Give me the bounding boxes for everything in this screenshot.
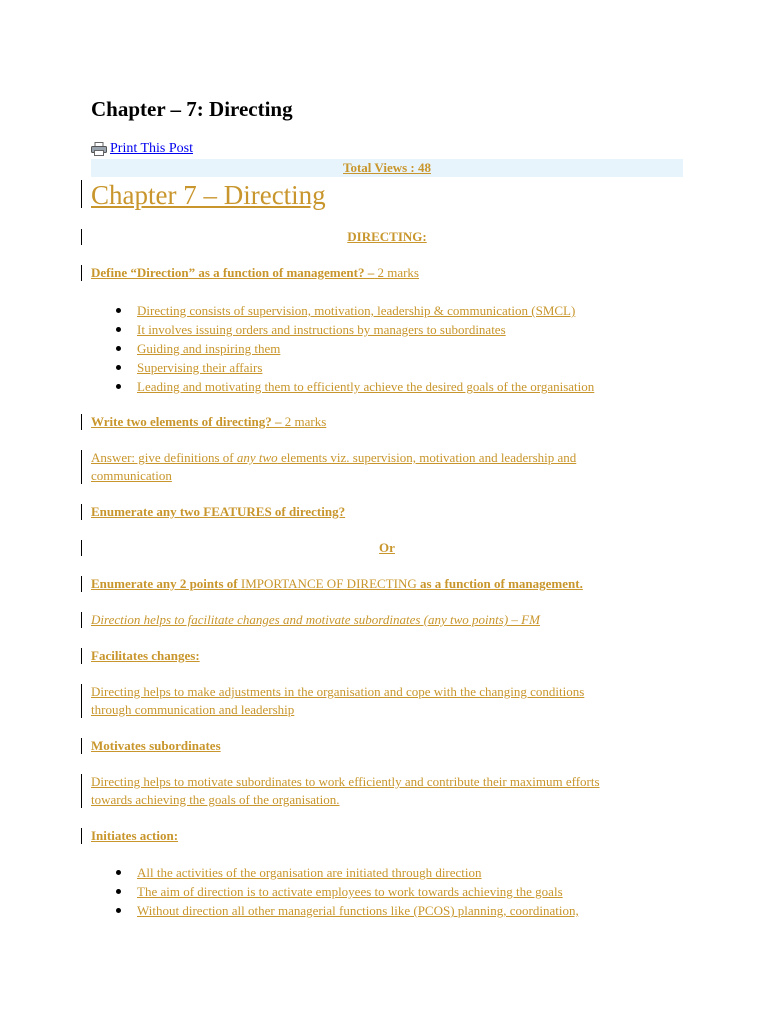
text-cursor-mark — [81, 450, 82, 484]
list-item: The aim of direction is to activate employees to work towards achieving the goals — [112, 882, 579, 901]
print-this-post-link[interactable]: Print This Post — [110, 141, 193, 156]
text-cursor-mark — [81, 738, 82, 754]
section-title — [91, 228, 683, 246]
facilitates-line-2: through communication and leadership — [91, 702, 295, 717]
list-item: Guiding and inspiring them — [112, 339, 594, 358]
list-item: Leading and motivating them to efficiently achieve the desired goals of the organisation — [112, 377, 594, 396]
total-views-text: Total Views : 48 — [343, 160, 431, 175]
list-item: It involves issuing orders and instructions by managers to subordinates — [112, 320, 594, 339]
text-cursor-mark — [81, 684, 82, 718]
marks-text: 2 marks — [377, 265, 419, 280]
question-features: Enumerate any two FEATURES of directing? — [91, 504, 346, 519]
text-cursor-mark — [81, 576, 82, 592]
heading-initiates-action: Initiates action: — [91, 828, 179, 843]
text-cursor-mark — [81, 828, 82, 844]
answer-line-1: Answer: give definitions of any two elements viz. supervision, motivation and leadership and — [91, 450, 577, 465]
direction-points-list — [112, 301, 594, 396]
initiates-points-list — [112, 863, 579, 920]
heading-motivates-subordinates: Motivates subordinates — [91, 738, 221, 753]
or-separator: Or — [379, 540, 395, 555]
list-item: Supervising their affairs — [112, 358, 594, 377]
page-title: Chapter – 7: Directing — [91, 97, 293, 121]
list-item: All the activities of the organisation are initiated through direction — [112, 863, 579, 882]
fm-note: Direction helps to facilitate changes and motivate subordinates (any two points) – FM — [91, 612, 540, 627]
question-text: Define “Direction” as a function of management? – — [91, 265, 375, 280]
marks-text: 2 marks — [284, 414, 327, 429]
printer-icon[interactable] — [91, 142, 107, 156]
motivates-line-2: towards achieving the goals of the organisation. — [91, 792, 340, 807]
facilitates-line-1: Directing helps to make adjustments in the organisation and cope with the changing conditions — [91, 684, 585, 699]
question-two-elements — [91, 413, 326, 431]
text-cursor-mark — [81, 648, 82, 664]
text-cursor-mark — [81, 504, 82, 520]
question-text: Write two elements of directing? – — [91, 414, 282, 429]
section-title-text: DIRECTING: — [347, 229, 427, 244]
text-cursor-mark — [81, 774, 82, 808]
motivates-line-1: Directing helps to motivate subordinates to work efficiently and contribute their maximum efforts — [91, 774, 600, 789]
text-cursor-mark — [81, 180, 82, 208]
text-cursor-mark — [81, 229, 82, 245]
text-cursor-mark — [81, 414, 82, 430]
text-cursor-mark — [81, 540, 82, 556]
text-cursor-mark — [81, 265, 82, 281]
total-views-bar — [91, 159, 683, 177]
answer-line-2: communication — [91, 468, 172, 483]
list-item: Without direction all other managerial functions like (PCOS) planning, coordination, — [112, 901, 579, 920]
print-row[interactable] — [91, 139, 193, 159]
question-importance: Enumerate any 2 points of IMPORTANCE OF DIRECTING as a function of management. — [91, 576, 583, 591]
text-cursor-mark — [81, 612, 82, 628]
heading-facilitates-changes: Facilitates changes: — [91, 648, 200, 663]
question-define-direction — [91, 264, 419, 282]
chapter-heading: Chapter 7 – Directing — [91, 180, 326, 210]
list-item: Directing consists of supervision, motivation, leadership & communication (SMCL) — [112, 301, 594, 320]
